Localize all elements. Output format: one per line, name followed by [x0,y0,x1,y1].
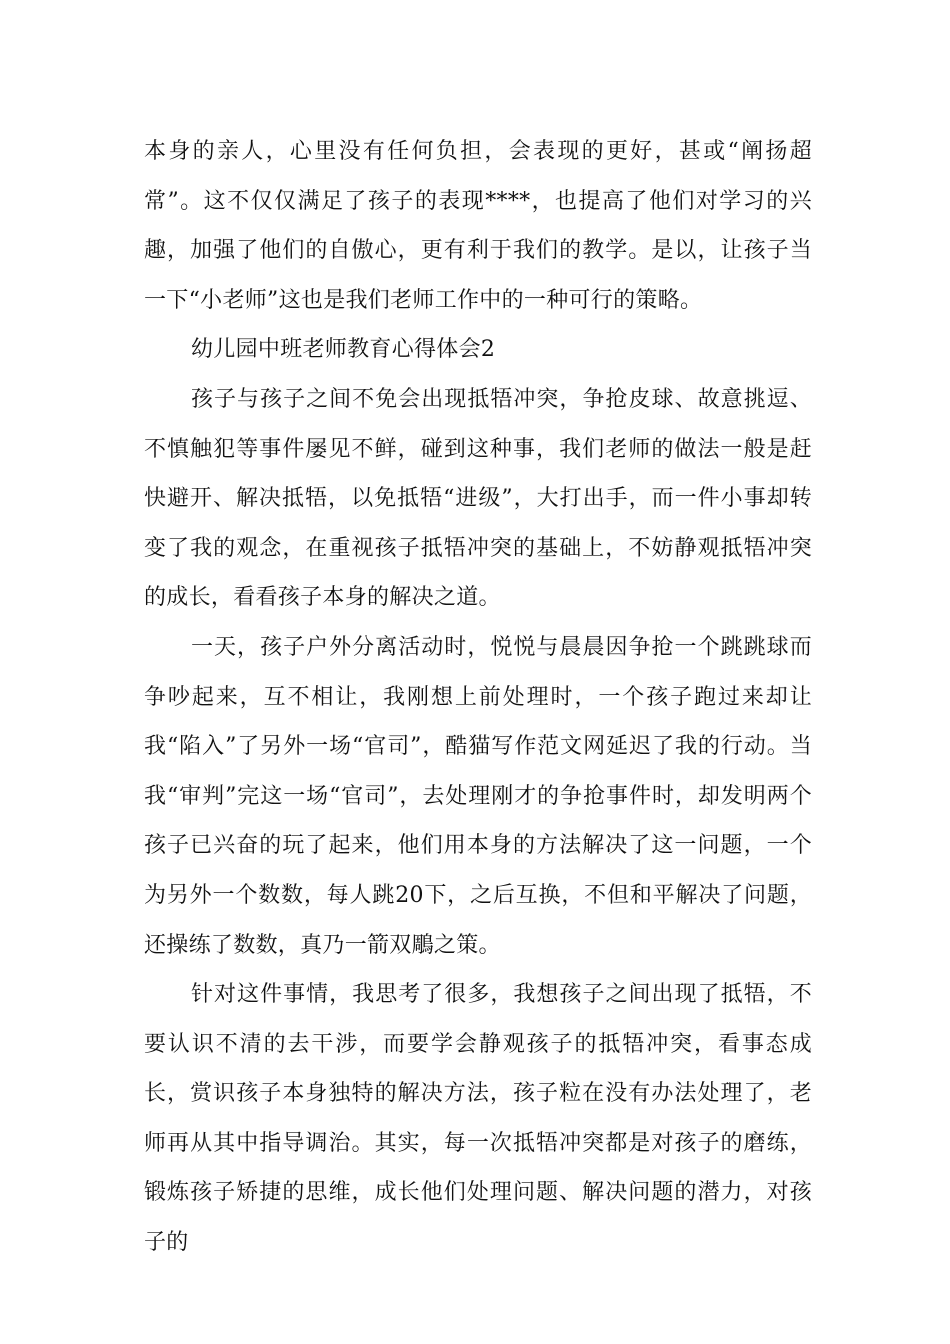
paragraph-continuation: 本身的亲人，心里没有任何负担，会表现的更好，甚或“阐扬超常”。这不仅仅满足了孩子的表现****，也提高了他们对学习的兴趣，加强了他们的自傲心，更有利于我们的教学。是以，让孩子当一下“小老师”这也是我们老师工作中的一种可行的策略。 [144,139,812,313]
paragraph-conflict-intro: 孩子与孩子之间不免会出现抵牾冲突，争抢皮球、故意挑逗、不慎触犯等事件屡见不鲜，碰到这种事，我们老师的做法一般是赶快避开、解决抵牾，以免抵牾“进级”，大打出手，而一件小事却转变了我的观念，在重视孩子抵牾冲突的基础上，不妨静观抵牾冲突的成长，看看孩子本身的解决之道。 [144,386,812,611]
section-heading: 幼儿园中班老师教育心得体会2 [191,337,496,363]
paragraph-story: 一天，孩子户外分离活动时，悦悦与晨晨因争抢一个跳跳球而争吵起来，互不相让，我刚想上前处理时，一个孩子跑过来却让我“陷入”了另外一场“官司”，酷猫写作范文网延迟了我的行动。当我“审判”完这一场“官司”，去处理刚才的争抢事件时，却发明两个孩子已兴奋的玩了起来，他们用本身的方法解决了这一问题，一个为另外一个数数，每人跳20下，之后互换，不但和平解决了问题，还操练了数数，真乃一箭双鵰之策。 [144,634,812,958]
document-body [144,127,812,1268]
paragraph-reflection: 针对这件事情，我思考了很多，我想孩子之间出现了抵牾，不要认识不清的去干涉，而要学会静观孩子的抵牾冲突，看事态成长，赏识孩子本身独特的解决方法，孩子粒在没有办法处理了，老师再从其中指导调治。其实，每一次抵牾冲突都是对孩子的磨练，锻炼孩子矫捷的思维，成长他们处理问题、解决问题的潜力，对孩子的 [144,982,812,1256]
